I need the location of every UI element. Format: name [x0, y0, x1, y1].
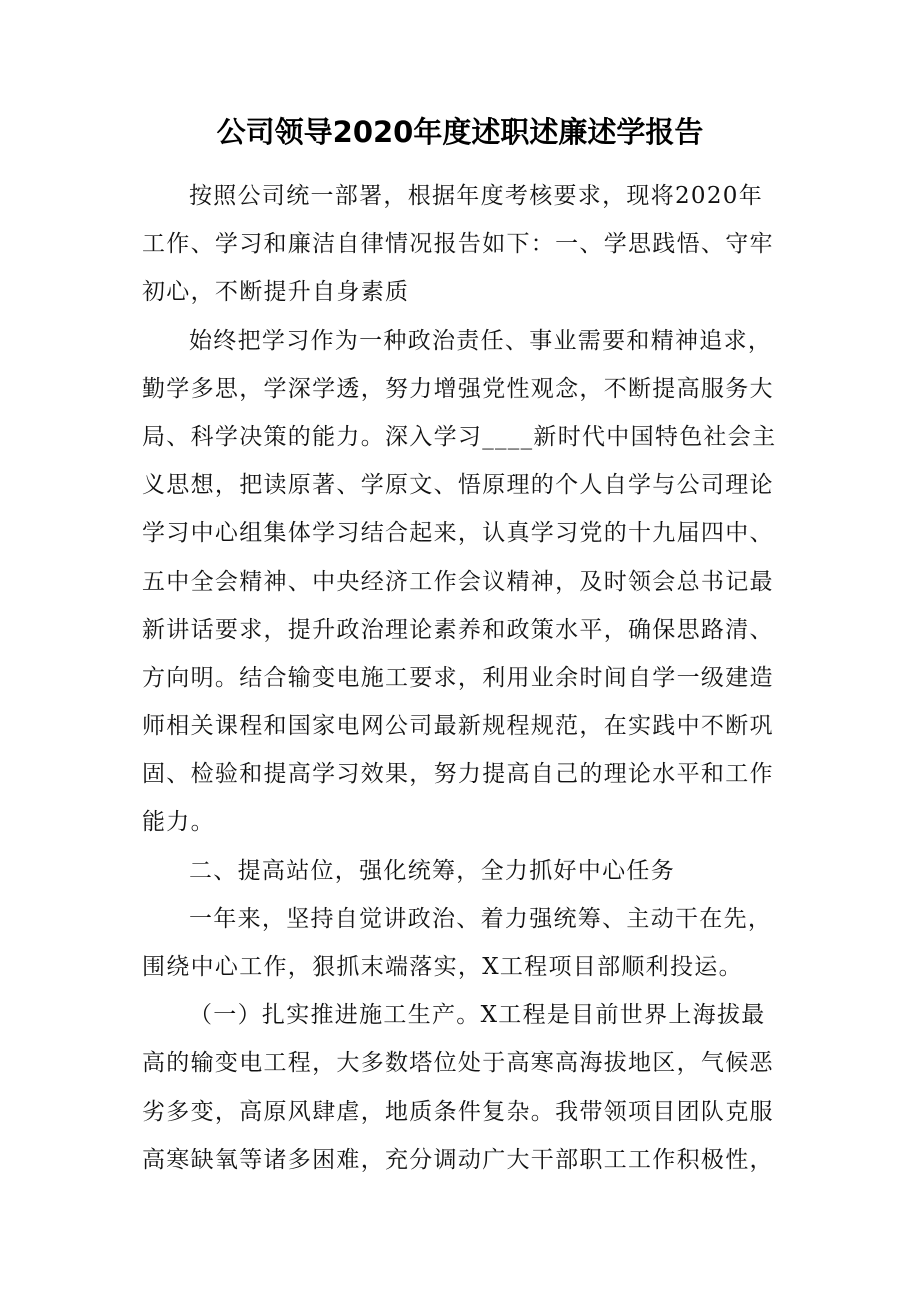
text-line: 师相关课程和国家电网公司最新规程规范，在实践中不断巩: [142, 713, 774, 740]
text-line: 围绕中心工作，狠抓末端落实，X工程项目部顺利投运。: [142, 954, 743, 980]
text-line: 学习中心组集体学习结合起来，认真学习党的十九届四中、: [142, 520, 774, 547]
text-line: 始终把学习作为一种政治责任、事业需要和精神追求，: [189, 327, 773, 354]
document-title: 公司领导2020年度述职述廉述学报告: [216, 115, 704, 149]
text-line: 工作、学习和廉洁自律情况报告如下：一、学思践悟、守牢: [142, 231, 774, 258]
text-line: 高寒缺氧等诸多困难，充分调动广大干部职工工作积极性，: [142, 1146, 774, 1173]
document-body: [142, 172, 782, 1184]
text-line: 能力。: [142, 809, 215, 836]
text-line: （一）扎实推进施工生产。X工程是目前世界上海拔最: [189, 1002, 766, 1029]
text-line: 固、检验和提高学习效果，努力提高自己的理论水平和工作: [142, 761, 774, 788]
text-line: 新讲话要求，提升政治理论素养和政策水平，确保思路清、: [142, 616, 774, 643]
text-line: 劣多变，高原风肆虐，地质条件复杂。我带领项目团队克服: [142, 1098, 774, 1125]
text-line: 勤学多思，学深学透，努力增强党性观念，不断提高服务大: [142, 375, 774, 402]
text-line: 五中全会精神、中央经济工作会议精神，及时领会总书记最: [142, 568, 774, 595]
text-line: 高的输变电工程，大多数塔位处于高寒高海拔地区，气候恶: [142, 1050, 774, 1077]
text-line: 义思想，把读原著、学原文、悟原理的个人自学与公司理论: [142, 472, 774, 499]
text-line: 局、科学决策的能力。深入学习____新时代中国特色社会主: [142, 423, 777, 450]
text-line: 按照公司统一部署，根据年度考核要求，现将2020年: [189, 183, 764, 209]
text-line: 方向明。结合输变电施工要求，利用业余时间自学一级建造: [142, 664, 774, 691]
text-line: 初心，不断提升自身素质: [142, 279, 410, 306]
text-line: 二、提高站位，强化统筹，全力抓好中心任务: [189, 857, 675, 884]
text-line: 一年来，坚持自觉讲政治、着力强统筹、主动干在先，: [189, 905, 773, 932]
